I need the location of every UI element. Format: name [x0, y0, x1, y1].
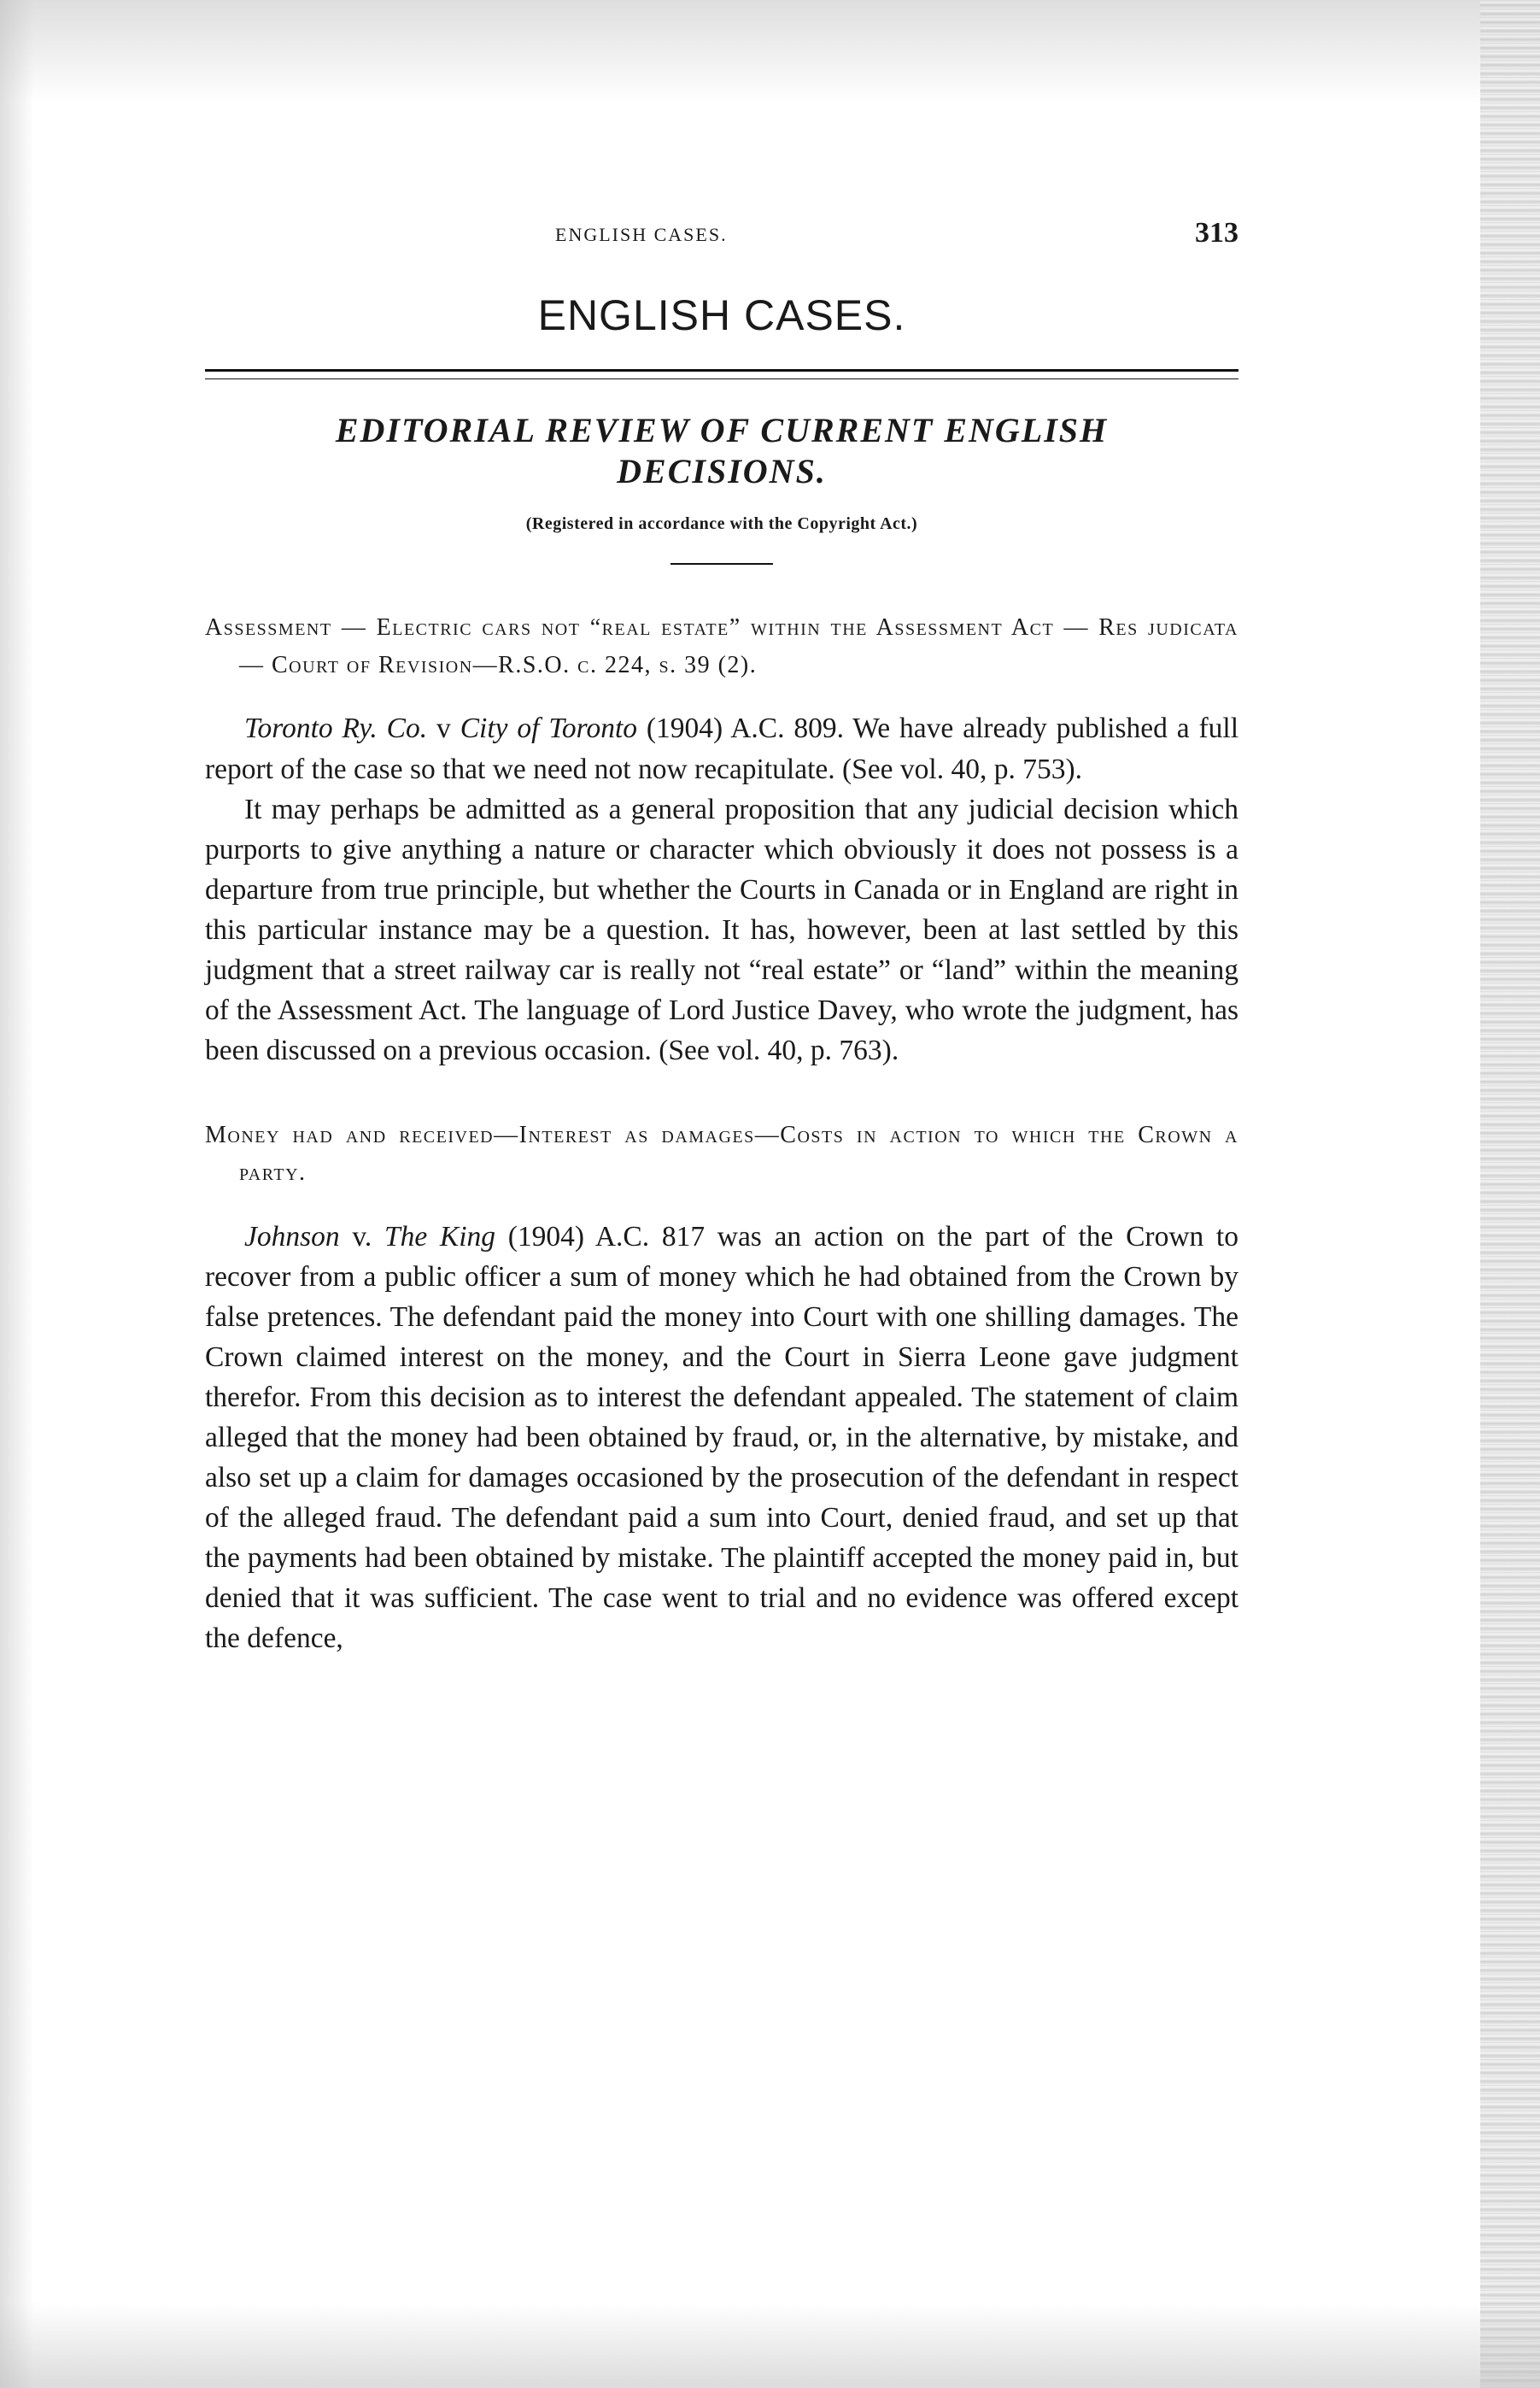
- scan-shadow-bottom: [0, 2303, 1540, 2388]
- page-body: [205, 205, 1238, 1658]
- case1-paragraph-1-text: (1904) A.C. 809. We have already published a full report of the case so that we need not now recapitulate. (See vol. 40, p. 753).: [205, 713, 1239, 785]
- scan-shadow-top: [0, 0, 1540, 103]
- scan-shadow-right: [1480, 0, 1540, 2388]
- case2-citation-v: v.: [339, 1220, 384, 1253]
- case2-paragraph-1: [205, 1217, 1238, 1659]
- main-title: ENGLISH CASES.: [537, 291, 906, 339]
- double-rule-divider: [205, 369, 1238, 379]
- case1-citation-v: v: [427, 713, 460, 745]
- case2-citation-party1: Johnson: [244, 1220, 340, 1253]
- section-title-line2: DECISIONS.: [617, 452, 827, 490]
- scan-shadow-left: [0, 0, 34, 2388]
- case1-paragraph-2: It may perhaps be admitted as a general proposition that any judicial decision which purports to give anything a nature or character which obviously it does not possess is a departure from true principle, but whether the Courts in Canada or in England are right in this particular instance may be a question. It has, however, been at last settled by this judgment that a street railway car is really not “real estate” or “land” within the meaning of the Assessment Act. The language of Lord Justice Davey, who wrote the judgment, has been discussed on a previous occasion. (See vol. 40, p. 763).: [205, 793, 1238, 1066]
- case2-citation-party2: The King: [384, 1220, 496, 1253]
- copyright-note: (Registered in accordance with the Copyright Act.): [525, 514, 918, 533]
- page-number: 313: [1195, 217, 1238, 249]
- short-rule-divider: [670, 563, 773, 565]
- case1-headnote: Assessment — Electric cars not “real estate” within the Assessment Act — Res judicata — Court of Revision—R.S.O. c. 224, s. 39 (2).: [205, 614, 1238, 679]
- case2-headnote: Money had and received—Interest as damages—Costs in action to which the Crown a party.: [205, 1122, 1238, 1187]
- case2-paragraph-1-text: (1904) A.C. 817 was an action on the part of the Crown to recover from a public officer a sum of money which he had obtained from the Crown by false pretences. The defendant paid the money into Court with one shilling damages. The Crown claimed interest on the money, and the Court in Sierra Leone gave judgment therefor. From this decision as to interest the defendant appealed. The statement of claim alleged that the money had been obtained by fraud, or, in the alternative, by mistake, and also set up a claim for damages occasioned by the prosecution of the defendant in respect of the alleged fraud. The defendant paid a sum into Court, denied fraud, and set up that the payments had been obtained by mistake. The plaintiff accepted the money paid in, but denied that it was sufficient. The case went to trial and no evidence was offered except the defence,: [205, 1220, 1238, 1655]
- case1-paragraph-1: [205, 708, 1238, 789]
- case1-citation-party1: Toronto Ry. Co.: [244, 713, 428, 745]
- case1-citation-party2: City of Toronto: [460, 713, 637, 745]
- section-title: [205, 410, 1238, 492]
- running-head-title: ENGLISH CASES.: [555, 224, 728, 245]
- section-title-line1: EDITORIAL REVIEW OF CURRENT ENGLISH: [335, 411, 1109, 449]
- running-head: [205, 205, 1238, 265]
